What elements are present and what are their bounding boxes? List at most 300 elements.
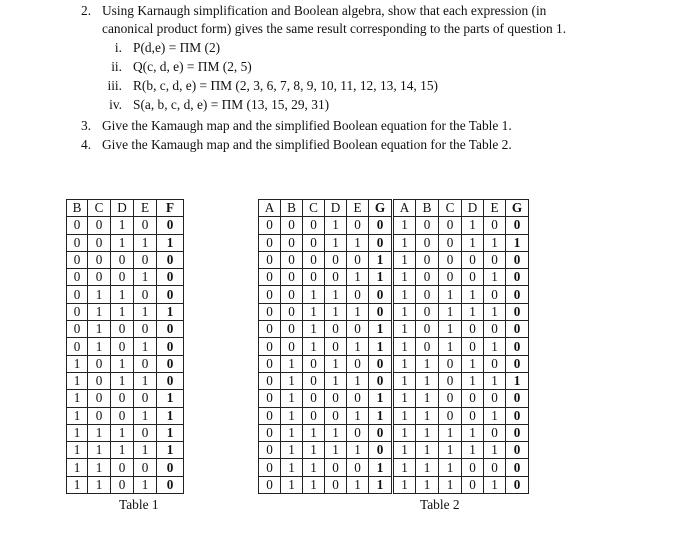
table-cell: 0 — [325, 390, 347, 407]
table-cell: 0 — [111, 407, 134, 424]
table-cell: 1 — [88, 338, 111, 355]
table-row — [67, 390, 184, 407]
table-cell: 1 — [303, 459, 325, 476]
column-header: F — [157, 200, 184, 217]
table-1-caption: Table 1 — [119, 497, 159, 512]
table-cell: 0 — [416, 303, 439, 320]
table-cell: 1 — [67, 442, 88, 459]
table-cell: 1 — [393, 234, 416, 251]
table-cell: 1 — [157, 424, 184, 441]
table-cell: 0 — [157, 217, 184, 234]
table-cell: 0 — [67, 286, 88, 303]
table-cell: 0 — [67, 303, 88, 320]
table-cell: 1 — [67, 390, 88, 407]
table-cell: 0 — [259, 251, 281, 268]
table-cell: 1 — [111, 424, 134, 441]
column-header: C — [303, 200, 325, 217]
table-cell: 1 — [439, 424, 462, 441]
table-cell: 1 — [325, 372, 347, 389]
table-row — [259, 234, 529, 251]
table-cell: 0 — [281, 338, 303, 355]
table-cell: 0 — [303, 355, 325, 372]
table-cell: 1 — [88, 442, 111, 459]
table-cell: 0 — [325, 251, 347, 268]
table-cell: 1 — [393, 459, 416, 476]
table-cell: 0 — [88, 251, 111, 268]
table-cell: 1 — [393, 269, 416, 286]
table-header-row — [67, 200, 184, 217]
question-text-line: Using Karnaugh simplification and Boolean algebra, show that each expression (in — [102, 3, 547, 18]
table-cell: 0 — [462, 390, 484, 407]
table-row — [259, 459, 529, 476]
table-cell: 0 — [157, 286, 184, 303]
table-cell: 1 — [157, 234, 184, 251]
table-row — [259, 321, 529, 338]
table-cell: 1 — [88, 321, 111, 338]
table-cell: 1 — [303, 321, 325, 338]
table-cell: 1 — [325, 217, 347, 234]
table-row — [67, 407, 184, 424]
table-cell: 1 — [484, 407, 506, 424]
table-cell: 1 — [281, 424, 303, 441]
table-row — [259, 355, 529, 372]
table-cell: 0 — [439, 355, 462, 372]
table-cell: 0 — [259, 424, 281, 441]
table-cell: 1 — [462, 217, 484, 234]
table-cell: 1 — [506, 234, 529, 251]
table-cell: 0 — [506, 390, 529, 407]
table-cell: 0 — [484, 321, 506, 338]
question-number: 2. — [81, 3, 92, 18]
table-cell: 0 — [369, 355, 393, 372]
table-cell: 0 — [157, 355, 184, 372]
table-cell: 0 — [484, 355, 506, 372]
table-cell: 1 — [281, 355, 303, 372]
table-cell: 0 — [157, 459, 184, 476]
table-cell: 0 — [67, 251, 88, 268]
table-cell: 0 — [157, 476, 184, 493]
table-cell: 1 — [303, 303, 325, 320]
table-cell: 0 — [462, 476, 484, 493]
table-cell: 1 — [393, 217, 416, 234]
table-cell: 0 — [281, 286, 303, 303]
table-cell: 0 — [484, 424, 506, 441]
table-cell: 0 — [281, 217, 303, 234]
table-cell: 1 — [462, 303, 484, 320]
table-row — [259, 217, 529, 234]
table-cell: 1 — [416, 476, 439, 493]
column-header: D — [325, 200, 347, 217]
table-cell: 0 — [462, 459, 484, 476]
table-cell: 1 — [416, 424, 439, 441]
table-cell: 1 — [67, 372, 88, 389]
table-cell: 0 — [439, 217, 462, 234]
table-cell: 1 — [134, 303, 157, 320]
table-cell: 0 — [506, 476, 529, 493]
table-cell: 0 — [416, 286, 439, 303]
table-cell: 1 — [439, 286, 462, 303]
table-cell: 0 — [439, 390, 462, 407]
table-cell: 1 — [325, 355, 347, 372]
table-cell: 0 — [303, 217, 325, 234]
table-cell: 1 — [134, 372, 157, 389]
table-cell: 0 — [369, 303, 393, 320]
table-cell: 0 — [506, 286, 529, 303]
table-cell: 1 — [484, 303, 506, 320]
column-header: E — [347, 200, 369, 217]
table-cell: 0 — [325, 321, 347, 338]
table-cell: 0 — [369, 217, 393, 234]
table-cell: 0 — [462, 407, 484, 424]
table-cell: 1 — [281, 442, 303, 459]
column-header: A — [259, 200, 281, 217]
table-cell: 1 — [462, 355, 484, 372]
table-cell: 0 — [111, 459, 134, 476]
table-cell: 1 — [393, 390, 416, 407]
table-cell: 0 — [506, 321, 529, 338]
table-cell: 0 — [462, 321, 484, 338]
table-cell: 1 — [67, 407, 88, 424]
table-cell: 1 — [393, 286, 416, 303]
table-row — [67, 459, 184, 476]
table-cell: 0 — [88, 269, 111, 286]
table-cell: 1 — [67, 355, 88, 372]
table-cell: 1 — [369, 407, 393, 424]
table-cell: 0 — [325, 459, 347, 476]
table-cell: 0 — [259, 355, 281, 372]
table-cell: 0 — [369, 234, 393, 251]
table-cell: 0 — [484, 286, 506, 303]
table-cell: 1 — [157, 390, 184, 407]
table-cell: 0 — [484, 459, 506, 476]
table-cell: 1 — [303, 424, 325, 441]
table-cell: 0 — [303, 407, 325, 424]
column-header: D — [111, 200, 134, 217]
table-row — [259, 424, 529, 441]
table-cell: 0 — [347, 217, 369, 234]
table-cell: 1 — [393, 407, 416, 424]
table-cell: 0 — [259, 286, 281, 303]
question-text-line: Give the Kamaugh map and the simplified Boolean equation for the Table 1. — [102, 118, 512, 133]
table-cell: 0 — [462, 251, 484, 268]
table-cell: 0 — [259, 321, 281, 338]
table-row — [67, 286, 184, 303]
table-cell: 0 — [88, 217, 111, 234]
table-cell: 0 — [67, 338, 88, 355]
table-row — [259, 338, 529, 355]
table-cell: 0 — [416, 338, 439, 355]
table-cell: 0 — [303, 251, 325, 268]
table-cell: 1 — [369, 390, 393, 407]
table-cell: 1 — [393, 251, 416, 268]
table-cell: 1 — [111, 286, 134, 303]
table-cell: 1 — [347, 338, 369, 355]
table-cell: 0 — [484, 390, 506, 407]
table-cell: 1 — [111, 355, 134, 372]
table-cell: 1 — [157, 303, 184, 320]
table-cell: 0 — [157, 338, 184, 355]
subpart-expression: Q(c, d, e) = ΠM (2, 5) — [133, 59, 252, 74]
table-cell: 1 — [134, 442, 157, 459]
table-row — [259, 251, 529, 268]
column-header: E — [484, 200, 506, 217]
table-cell: 1 — [111, 372, 134, 389]
table-cell: 0 — [281, 234, 303, 251]
table-cell: 0 — [484, 251, 506, 268]
table-row — [67, 217, 184, 234]
table-cell: 1 — [88, 459, 111, 476]
table-cell: 0 — [439, 372, 462, 389]
table-cell: 1 — [369, 338, 393, 355]
table-row — [67, 234, 184, 251]
table-cell: 1 — [281, 476, 303, 493]
table-cell: 0 — [303, 269, 325, 286]
table-row — [259, 407, 529, 424]
table-row — [67, 321, 184, 338]
table-cell: 0 — [347, 355, 369, 372]
table-cell: 0 — [88, 390, 111, 407]
table-cell: 0 — [134, 286, 157, 303]
table-cell: 0 — [506, 459, 529, 476]
table-cell: 1 — [484, 234, 506, 251]
table-cell: 0 — [416, 217, 439, 234]
column-header: B — [281, 200, 303, 217]
table-cell: 0 — [134, 251, 157, 268]
table-cell: 1 — [281, 407, 303, 424]
table-cell: 0 — [506, 303, 529, 320]
table-cell: 1 — [416, 355, 439, 372]
table-row — [67, 372, 184, 389]
table-cell: 1 — [439, 321, 462, 338]
column-header: G — [369, 200, 393, 217]
table-cell: 1 — [111, 442, 134, 459]
table-cell: 1 — [369, 321, 393, 338]
table-row — [259, 476, 529, 493]
table-row — [259, 442, 529, 459]
table-row — [259, 286, 529, 303]
table-cell: 0 — [111, 269, 134, 286]
table-cell: 0 — [325, 338, 347, 355]
table-cell: 0 — [134, 390, 157, 407]
table-cell: 1 — [325, 424, 347, 441]
table-cell: 1 — [111, 217, 134, 234]
table-cell: 0 — [416, 251, 439, 268]
table-cell: 0 — [439, 269, 462, 286]
table-cell: 0 — [111, 321, 134, 338]
subpart-label: i. — [114, 40, 122, 55]
table-cell: 0 — [303, 390, 325, 407]
table-cell: 1 — [439, 303, 462, 320]
table-cell: 1 — [281, 390, 303, 407]
table-cell: 0 — [259, 476, 281, 493]
table-cell: 1 — [325, 442, 347, 459]
table-cell: 1 — [369, 269, 393, 286]
table-row — [259, 303, 529, 320]
table-cell: 1 — [462, 442, 484, 459]
table-cell: 1 — [416, 390, 439, 407]
table-cell: 0 — [134, 424, 157, 441]
table-cell: 0 — [157, 269, 184, 286]
table-cell: 1 — [416, 407, 439, 424]
table-cell: 0 — [369, 286, 393, 303]
table-cell: 0 — [303, 234, 325, 251]
subpart-expression: P(d,e) = ΠM (2) — [133, 40, 221, 55]
table-cell: 0 — [347, 321, 369, 338]
truth-table-2 — [258, 199, 529, 494]
table-cell: 1 — [281, 459, 303, 476]
table-cell: 1 — [393, 442, 416, 459]
table-cell: 0 — [259, 372, 281, 389]
table-cell: 1 — [369, 251, 393, 268]
table-cell: 1 — [506, 372, 529, 389]
truth-table-1 — [66, 199, 184, 494]
table-cell: 1 — [484, 476, 506, 493]
table-cell: 0 — [134, 217, 157, 234]
table-cell: 0 — [506, 217, 529, 234]
table-cell: 0 — [259, 390, 281, 407]
column-header: A — [393, 200, 416, 217]
table-cell: 1 — [393, 338, 416, 355]
table-cell: 1 — [393, 355, 416, 372]
table-cell: 0 — [88, 372, 111, 389]
table-cell: 1 — [347, 303, 369, 320]
column-header: C — [439, 200, 462, 217]
table-cell: 0 — [484, 217, 506, 234]
table-cell: 0 — [347, 459, 369, 476]
table-cell: 0 — [369, 372, 393, 389]
table-cell: 0 — [67, 217, 88, 234]
table-cell: 1 — [111, 303, 134, 320]
table-cell: 0 — [111, 476, 134, 493]
table-cell: 1 — [303, 286, 325, 303]
table-cell: 1 — [369, 459, 393, 476]
table-cell: 0 — [281, 303, 303, 320]
question-text-line: Give the Kamaugh map and the simplified Boolean equation for the Table 2. — [102, 137, 512, 152]
table-cell: 0 — [259, 407, 281, 424]
table-cell: 1 — [439, 442, 462, 459]
table-cell: 1 — [393, 303, 416, 320]
table-row — [259, 269, 529, 286]
table-cell: 0 — [506, 407, 529, 424]
table-cell: 0 — [439, 251, 462, 268]
table-row — [67, 269, 184, 286]
table-cell: 1 — [281, 372, 303, 389]
table-row — [67, 442, 184, 459]
table-cell: 0 — [259, 442, 281, 459]
column-header: B — [67, 200, 88, 217]
table-cell: 0 — [303, 372, 325, 389]
subpart-label: ii. — [111, 59, 122, 74]
table-cell: 0 — [111, 251, 134, 268]
table-cell: 1 — [303, 338, 325, 355]
table-cell: 1 — [67, 476, 88, 493]
table-cell: 1 — [369, 476, 393, 493]
table-cell: 0 — [506, 424, 529, 441]
table-cell: 1 — [347, 476, 369, 493]
table-cell: 0 — [259, 338, 281, 355]
table-row — [67, 338, 184, 355]
table-cell: 1 — [111, 234, 134, 251]
question-number: 4. — [81, 137, 92, 152]
table-cell: 0 — [439, 234, 462, 251]
table-cell: 1 — [303, 442, 325, 459]
table-cell: 1 — [393, 321, 416, 338]
table-cell: 0 — [157, 321, 184, 338]
table-cell: 1 — [416, 372, 439, 389]
table-cell: 0 — [325, 476, 347, 493]
table-cell: 0 — [439, 407, 462, 424]
table-cell: 1 — [347, 234, 369, 251]
table-cell: 0 — [259, 217, 281, 234]
table-cell: 0 — [67, 269, 88, 286]
table-row — [67, 355, 184, 372]
table-cell: 0 — [134, 355, 157, 372]
table-cell: 0 — [67, 321, 88, 338]
table-cell: 0 — [67, 234, 88, 251]
table-cell: 1 — [393, 476, 416, 493]
table-cell: 0 — [281, 251, 303, 268]
question-text-line: canonical product form) gives the same result corresponding to the parts of question 1. — [102, 21, 567, 36]
table-cell: 1 — [88, 424, 111, 441]
table-row — [67, 303, 184, 320]
table-cell: 1 — [439, 459, 462, 476]
table-cell: 0 — [259, 234, 281, 251]
subpart-label: iv. — [109, 97, 122, 112]
column-header: B — [416, 200, 439, 217]
table-cell: 0 — [416, 321, 439, 338]
table-cell: 1 — [347, 407, 369, 424]
table-cell: 1 — [484, 338, 506, 355]
table-cell: 1 — [67, 424, 88, 441]
table-cell: 1 — [88, 476, 111, 493]
table-cell: 0 — [88, 234, 111, 251]
table-cell: 1 — [347, 372, 369, 389]
table-cell: 1 — [484, 372, 506, 389]
table-cell: 1 — [303, 476, 325, 493]
table-cell: 1 — [134, 476, 157, 493]
table-cell: 1 — [462, 424, 484, 441]
table-cell: 0 — [281, 321, 303, 338]
table-cell: 0 — [506, 338, 529, 355]
subpart-expression: R(b, c, d, e) = ΠM (2, 3, 6, 7, 8, 9, 10, 11, 12, 13, 14, 15) — [133, 78, 438, 93]
table-cell: 0 — [347, 390, 369, 407]
table-cell: 0 — [259, 459, 281, 476]
table-cell: 1 — [439, 476, 462, 493]
table-cell: 0 — [347, 286, 369, 303]
table-cell: 1 — [439, 338, 462, 355]
table-cell: 0 — [88, 407, 111, 424]
table-cell: 1 — [462, 372, 484, 389]
table-cell: 0 — [347, 424, 369, 441]
table-cell: 1 — [462, 234, 484, 251]
table-cell: 1 — [462, 286, 484, 303]
table-cell: 1 — [347, 442, 369, 459]
table-cell: 0 — [259, 269, 281, 286]
table-cell: 0 — [416, 269, 439, 286]
column-header: C — [88, 200, 111, 217]
table-header-row — [259, 200, 529, 217]
table-cell: 1 — [393, 372, 416, 389]
table-cell: 1 — [134, 338, 157, 355]
table-cell: 1 — [484, 442, 506, 459]
table-cell: 0 — [281, 269, 303, 286]
table-cell: 1 — [134, 234, 157, 251]
table-cell: 1 — [393, 424, 416, 441]
table-cell: 0 — [462, 338, 484, 355]
subpart-expression: S(a, b, c, d, e) = ΠM (13, 15, 29, 31) — [133, 97, 330, 112]
table-cell: 0 — [157, 251, 184, 268]
table-row — [67, 476, 184, 493]
